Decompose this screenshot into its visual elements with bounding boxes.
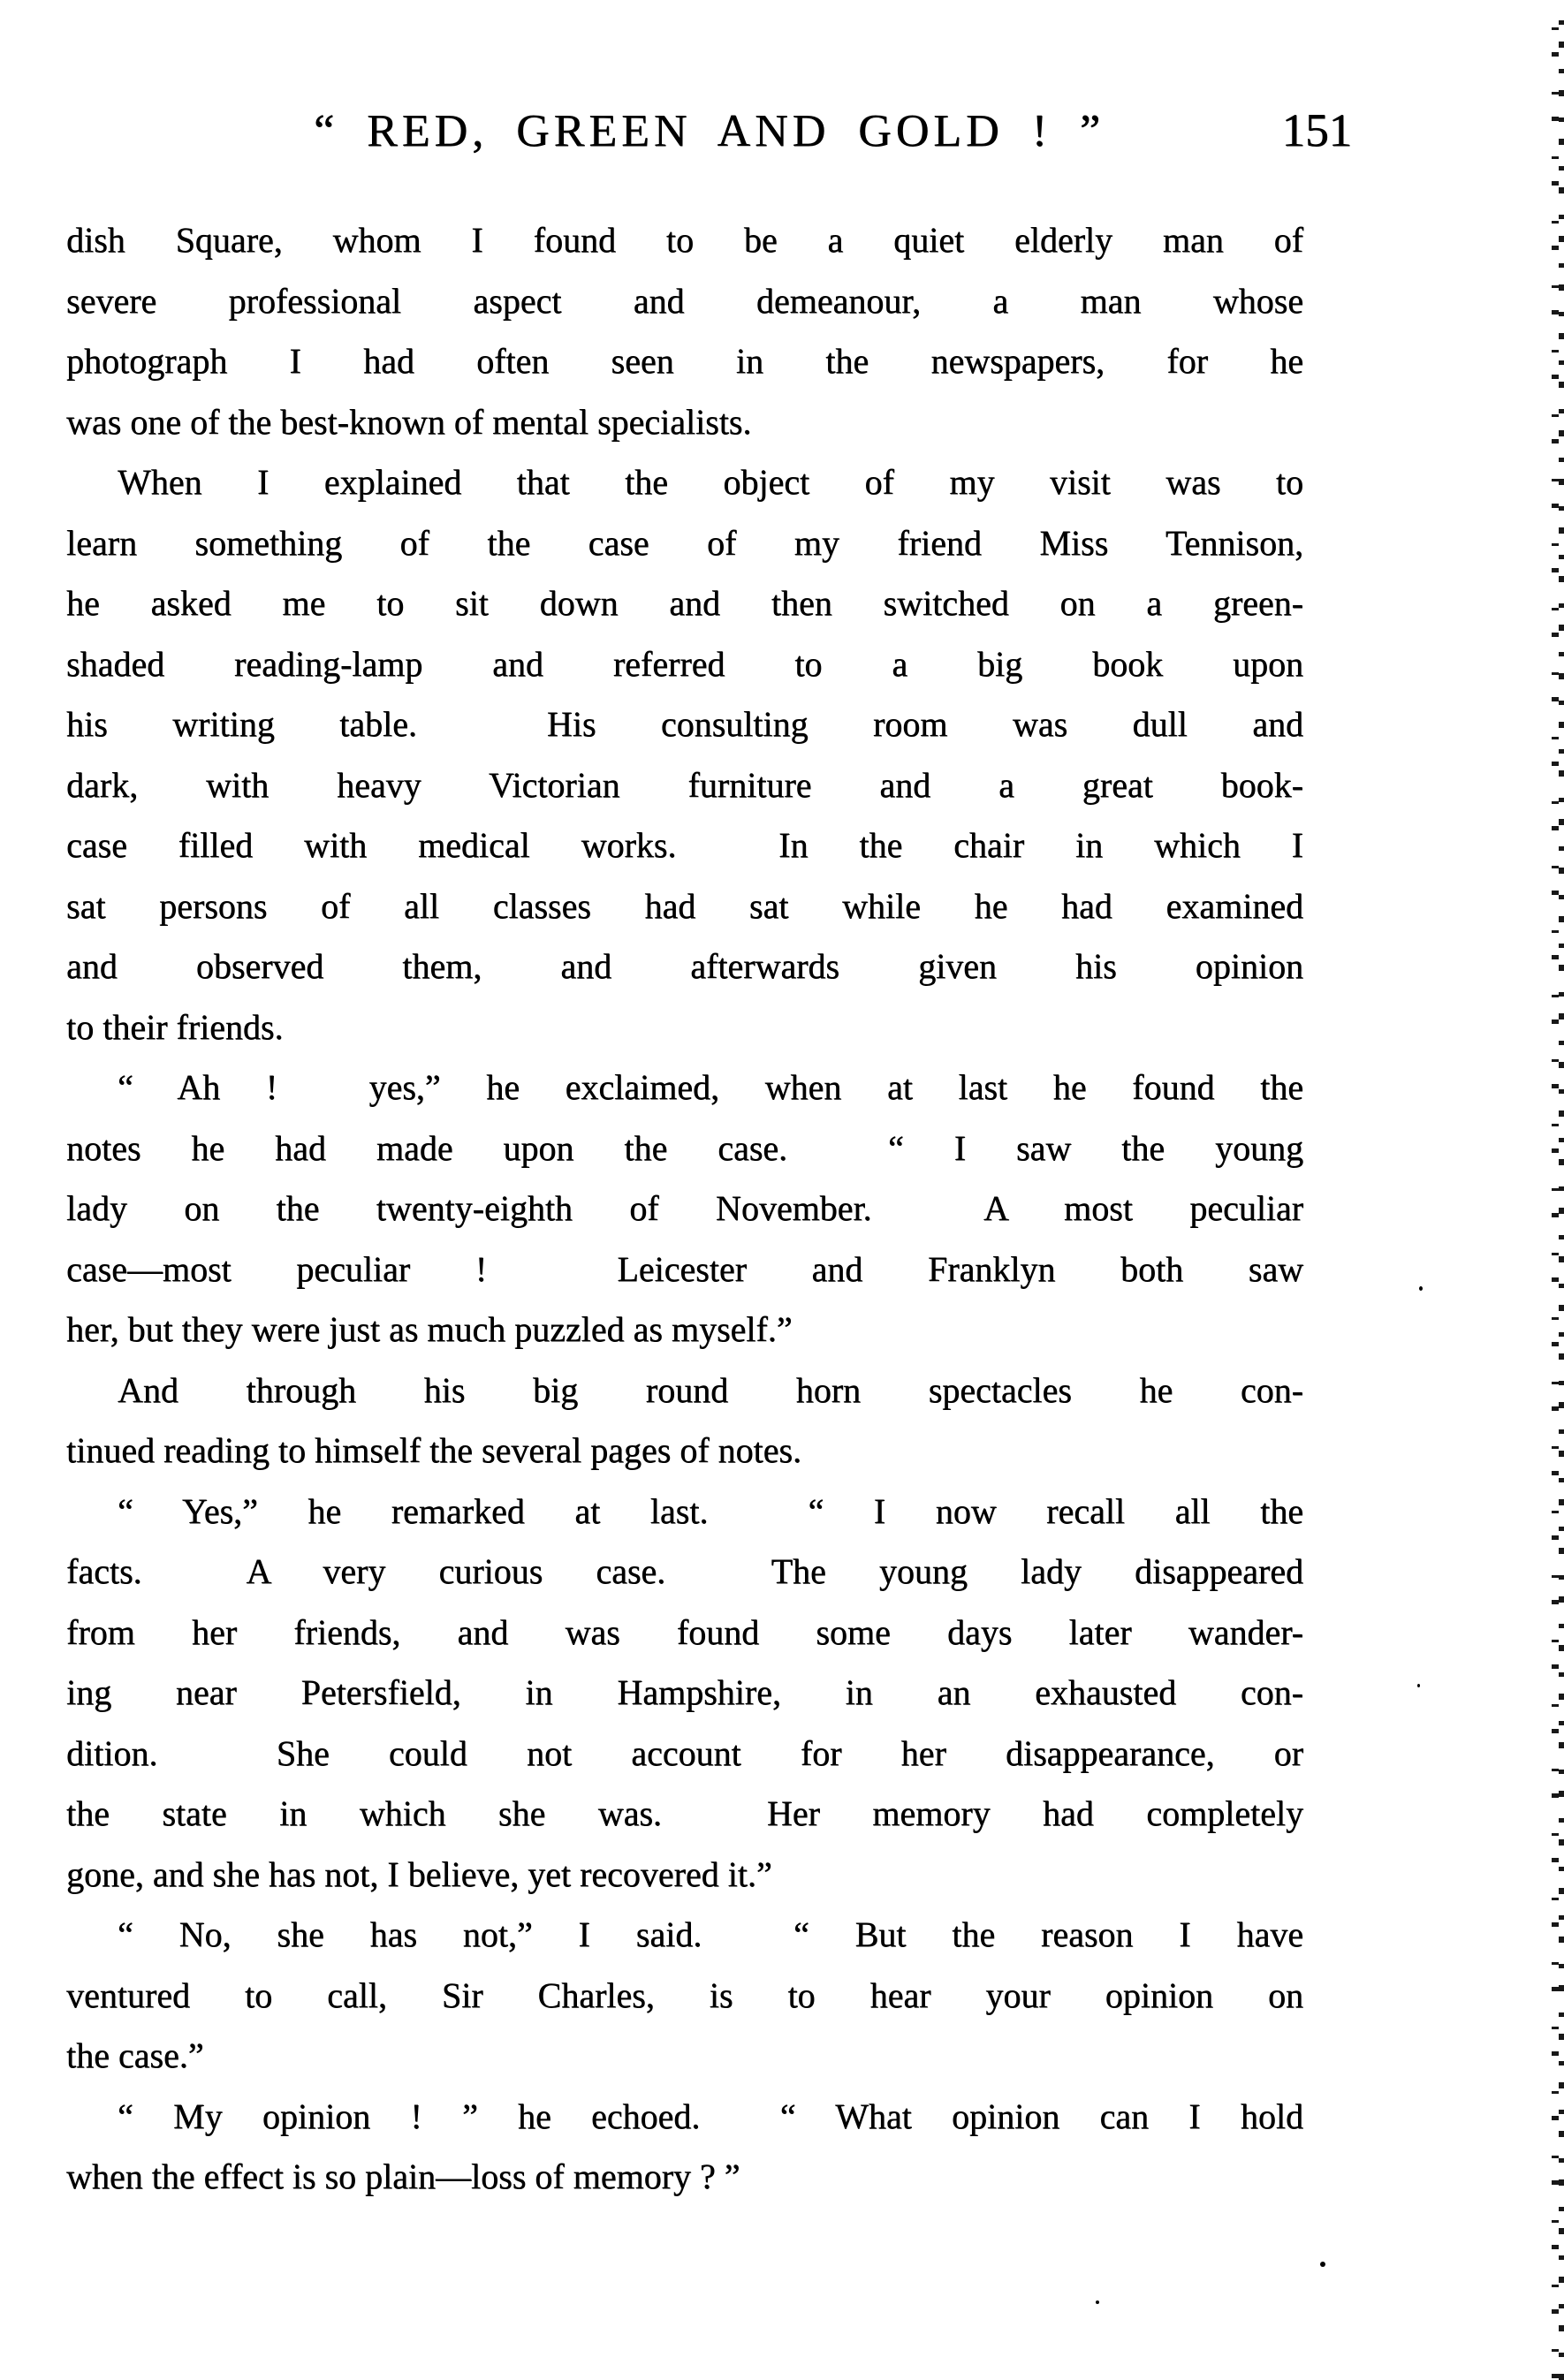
text-line: when the effect is so plain—loss of memory ? ” bbox=[66, 2156, 740, 2196]
text-line: “ Ah ! yes,” he exclaimed, when at last he found the bbox=[118, 1067, 1303, 1107]
scan-edge-artifact bbox=[1550, 0, 1564, 2380]
text-line: was one of the best-known of mental specialists. bbox=[66, 401, 752, 442]
text-line: sat persons of all classes had sat while he had examined bbox=[66, 885, 1303, 926]
text-line: the state in which she was. Her memory had completely bbox=[66, 1793, 1303, 1833]
text-line: learn something of the case of my friend Miss Tennison, bbox=[66, 522, 1303, 563]
scan-speck bbox=[1419, 1286, 1423, 1291]
text-line: dition. She could not account for her disappearance, or bbox=[66, 1732, 1303, 1773]
text-line: ing near Petersfield, in Hampshire, in an exhausted con- bbox=[66, 1672, 1303, 1712]
text-line: from her friends, and was found some days later wander- bbox=[66, 1611, 1303, 1652]
text-line: “ No, she has not,” I said. “ But the reason I have bbox=[118, 1914, 1303, 1954]
text-line: When I explained that the object of my visit was to bbox=[118, 462, 1303, 502]
text-line: “ Yes,” he remarked at last. “ I now recall all the bbox=[118, 1490, 1303, 1531]
text-line: he asked me to sit down and then switched on a green- bbox=[66, 583, 1303, 623]
text-line: “ My opinion ! ” he echoed. “ What opinion can I hold bbox=[118, 2096, 1303, 2136]
text-line: shaded reading-lamp and referred to a big book upon bbox=[66, 643, 1303, 684]
text-line: notes he had made upon the case. “ I saw the young bbox=[66, 1127, 1303, 1168]
text-line: case filled with medical works. In the chair in which I bbox=[66, 825, 1303, 865]
text-line: dish Square, whom I found to be a quiet elderly man of bbox=[66, 220, 1303, 260]
text-line: photograph I had often seen in the newspapers, for he bbox=[66, 341, 1303, 381]
text-line: the case.” bbox=[66, 2035, 204, 2075]
scan-speck bbox=[1417, 1684, 1420, 1687]
text-line: to their friends. bbox=[66, 1006, 284, 1047]
text-line: his writing table. His consulting room was dull and bbox=[66, 704, 1303, 744]
text-line: lady on the twenty-eighth of November. A most peculiar bbox=[66, 1188, 1303, 1228]
scan-speck bbox=[1320, 2262, 1325, 2267]
page-number: 151 bbox=[1281, 105, 1352, 156]
text-line: her, but they were just as much puzzled as myself.” bbox=[66, 1309, 793, 1349]
text-line: And through his big round horn spectacles he con- bbox=[118, 1369, 1303, 1410]
text-line: tinued reading to himself the several pages of notes. bbox=[66, 1430, 801, 1470]
body-text bbox=[66, 210, 1303, 2208]
page-header bbox=[66, 104, 1352, 157]
text-line: severe professional aspect and demeanour, a man whose bbox=[66, 280, 1303, 321]
text-line: dark, with heavy Victorian furniture and a great book- bbox=[66, 764, 1303, 805]
text-line: case—most peculiar ! Leicester and Franklyn both saw bbox=[66, 1248, 1303, 1289]
running-title: “ RED, GREEN AND GOLD ! ” bbox=[314, 106, 1105, 156]
scan-speck bbox=[1096, 2300, 1099, 2304]
text-line: and observed them, and afterwards given his opinion bbox=[66, 946, 1303, 986]
text-line: gone, and she has not, I believe, yet recovered it.” bbox=[66, 1853, 772, 1894]
text-line: ventured to call, Sir Charles, is to hear your opinion on bbox=[66, 1974, 1303, 2015]
text-line: facts. A very curious case. The young lady disappeared bbox=[66, 1551, 1303, 1591]
